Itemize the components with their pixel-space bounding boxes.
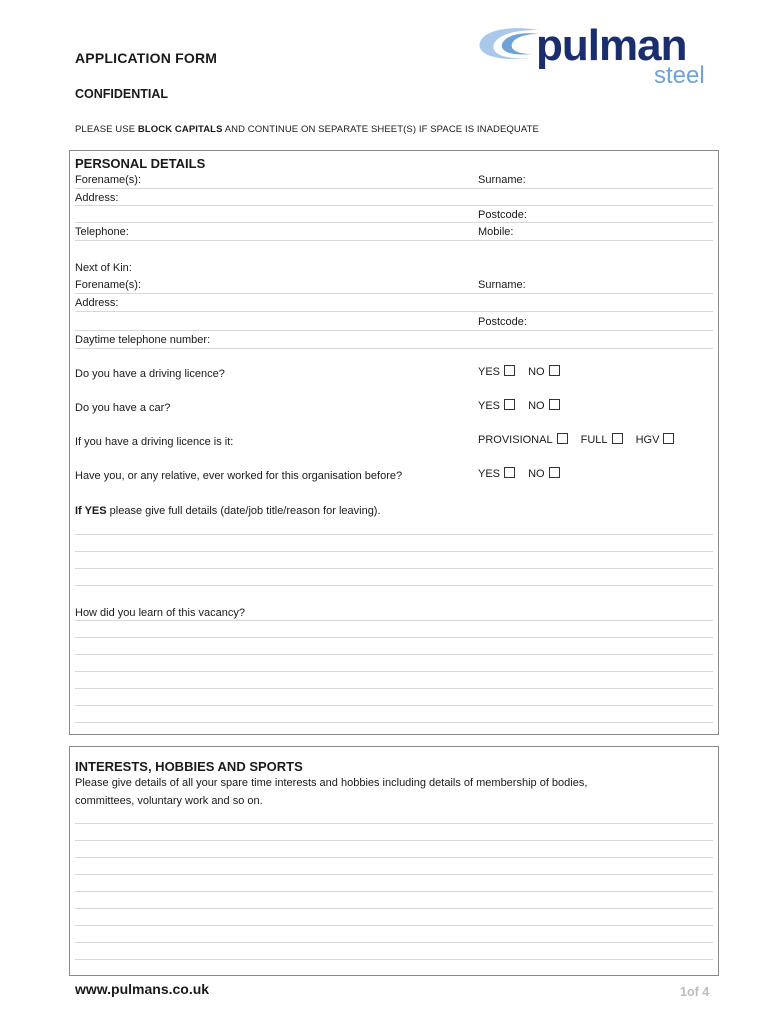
postcode-label: Postcode: — [478, 209, 527, 221]
telephone-label: Telephone: — [75, 226, 129, 238]
hgv-checkbox[interactable] — [663, 433, 674, 444]
daytime-phone-label: Daytime telephone number: — [75, 334, 211, 346]
worked-before-options — [478, 467, 560, 480]
details-line-1[interactable] — [75, 534, 713, 535]
next-of-kin-label: Next of Kin: — [75, 262, 132, 274]
no-label: NO — [528, 400, 545, 412]
personal-details-heading: PERSONAL DETAILS — [75, 156, 206, 171]
interests-line-7[interactable] — [75, 925, 713, 926]
interests-line-2[interactable] — [75, 840, 713, 841]
interests-instruction-1: Please give details of all your spare time interests and hobbies including details of membership of bodies, — [75, 777, 588, 789]
nok-surname-label: Surname: — [478, 279, 526, 291]
interests-line-9[interactable] — [75, 959, 713, 960]
telephone-line[interactable] — [75, 240, 713, 241]
car-no-checkbox[interactable] — [549, 399, 560, 410]
surname-label: Surname: — [478, 174, 526, 186]
mobile-label: Mobile: — [478, 226, 514, 238]
interests-line-5[interactable] — [75, 891, 713, 892]
yes-label: YES — [478, 366, 501, 378]
licence-no-checkbox[interactable] — [549, 365, 560, 376]
hgv-label: HGV — [635, 434, 660, 446]
interests-heading: INTERESTS, HOBBIES AND SPORTS — [75, 759, 303, 774]
interests-instruction-2: committees, voluntary work and so on. — [75, 795, 263, 807]
daytime-phone-line[interactable] — [75, 348, 713, 349]
interests-line-3[interactable] — [75, 857, 713, 858]
logo-wordmark: pulman — [536, 21, 687, 70]
provisional-label: PROVISIONAL — [478, 434, 553, 446]
vacancy-line-1[interactable] — [75, 620, 713, 621]
licence-type-options — [478, 433, 674, 446]
vacancy-line-2[interactable] — [75, 637, 713, 638]
vacancy-line-3[interactable] — [75, 654, 713, 655]
nok-address-line-2[interactable] — [75, 330, 713, 331]
details-line-4[interactable] — [75, 585, 713, 586]
forenames-label: Forename(s): — [75, 174, 142, 186]
interests-line-8[interactable] — [75, 942, 713, 943]
vacancy-line-7[interactable] — [75, 722, 713, 723]
no-label: NO — [528, 366, 545, 378]
confidential-label: CONFIDENTIAL — [75, 87, 169, 101]
details-line-3[interactable] — [75, 568, 713, 569]
full-label: FULL — [580, 434, 608, 446]
address-line-2[interactable] — [75, 222, 713, 223]
licence-type-question: If you have a driving licence is it: — [75, 436, 234, 448]
interests-line-6[interactable] — [75, 908, 713, 909]
instruction-text: PLEASE USE BLOCK CAPITALS AND CONTINUE ON SEPARATE SHEET(S) IF SPACE IS INADEQUATE — [75, 124, 539, 135]
address-line[interactable] — [75, 205, 713, 206]
page-number: 1of 4 — [680, 985, 710, 999]
address-label: Address: — [75, 192, 119, 204]
vacancy-line-4[interactable] — [75, 671, 713, 672]
interests-line-4[interactable] — [75, 874, 713, 875]
full-checkbox[interactable] — [612, 433, 623, 444]
interests-line-1[interactable] — [75, 823, 713, 824]
pulman-steel-logo — [476, 22, 726, 94]
vacancy-question: How did you learn of this vacancy? — [75, 607, 245, 619]
car-options — [478, 399, 560, 412]
nok-postcode-label: Postcode: — [478, 316, 527, 328]
details-line-2[interactable] — [75, 551, 713, 552]
website-link[interactable]: www.pulmans.co.uk — [75, 981, 210, 997]
provisional-checkbox[interactable] — [557, 433, 568, 444]
logo-subtitle: steel — [654, 62, 705, 89]
no-label: NO — [528, 468, 545, 480]
nok-address-label: Address: — [75, 297, 119, 309]
form-title: APPLICATION FORM — [75, 50, 218, 66]
worked-yes-checkbox[interactable] — [504, 467, 515, 478]
yes-label: YES — [478, 400, 501, 412]
if-yes-instruction: If YES please give full details (date/job title/reason for leaving). — [75, 505, 381, 517]
vacancy-line-6[interactable] — [75, 705, 713, 706]
car-yes-checkbox[interactable] — [504, 399, 515, 410]
forenames-line[interactable] — [75, 188, 713, 189]
licence-yes-checkbox[interactable] — [504, 365, 515, 376]
yes-label: YES — [478, 468, 501, 480]
worked-no-checkbox[interactable] — [549, 467, 560, 478]
worked-before-question: Have you, or any relative, ever worked for this organisation before? — [75, 470, 403, 482]
driving-licence-question: Do you have a driving licence? — [75, 368, 225, 380]
nok-address-line[interactable] — [75, 311, 713, 312]
vacancy-line-5[interactable] — [75, 688, 713, 689]
nok-forenames-line[interactable] — [75, 293, 713, 294]
driving-licence-options — [478, 365, 560, 378]
car-question: Do you have a car? — [75, 402, 171, 414]
nok-forenames-label: Forename(s): — [75, 279, 142, 291]
